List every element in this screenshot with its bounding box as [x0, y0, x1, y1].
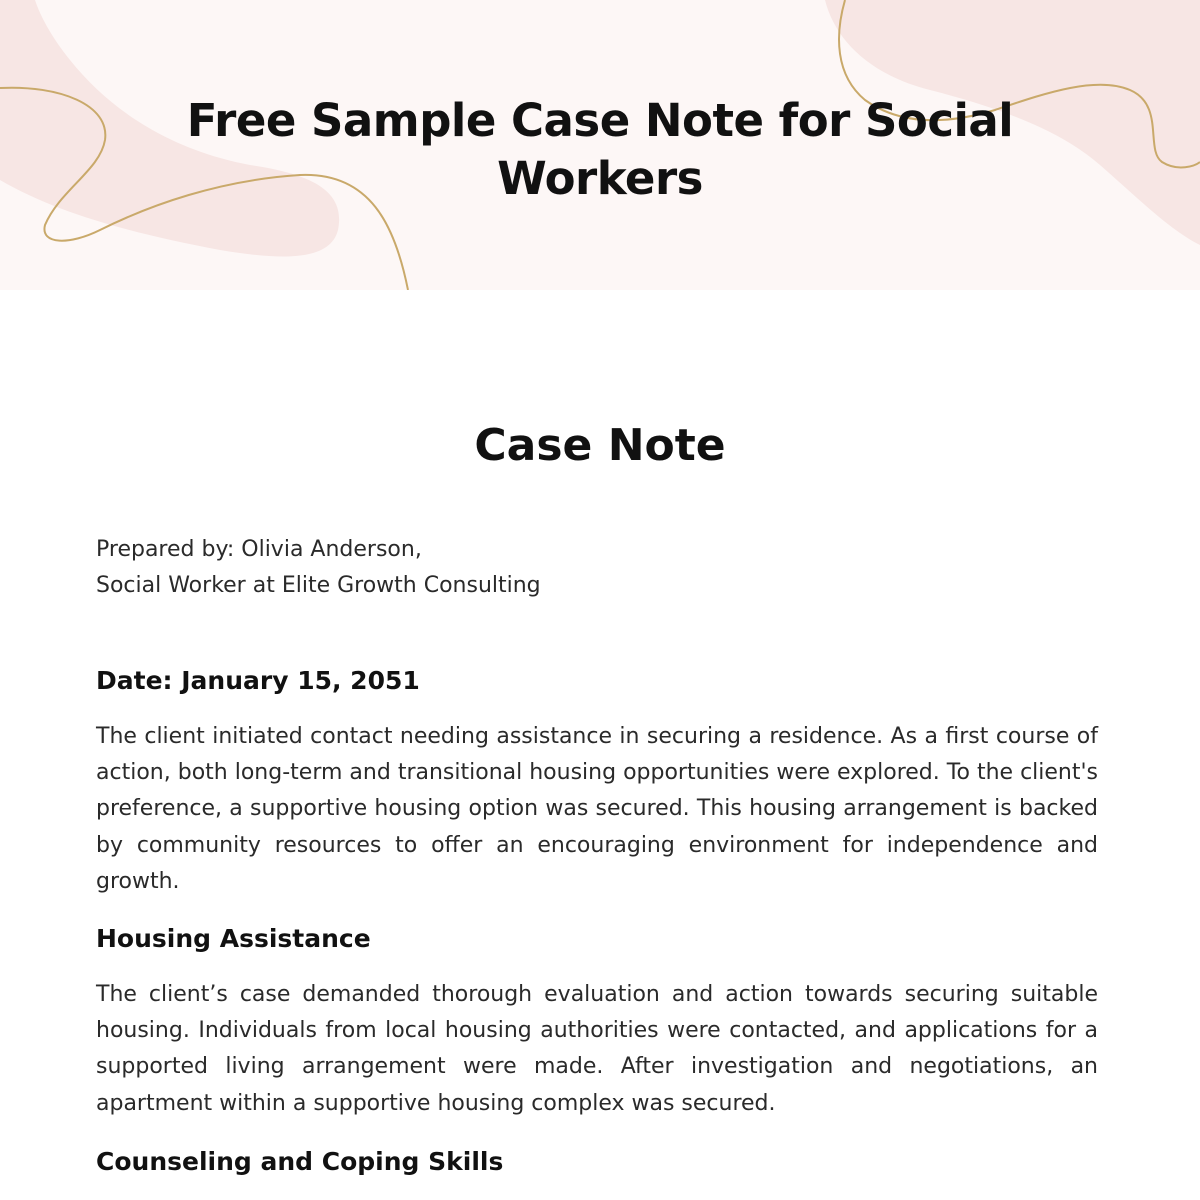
- banner-title: Free Sample Case Note for Social Workers: [186, 94, 1014, 205]
- header-banner: [0, 0, 1200, 290]
- housing-assistance-heading: Housing Assistance: [96, 924, 371, 953]
- prepared-by-block: [96, 532, 541, 604]
- date-heading: Date: January 15, 2051: [96, 666, 420, 695]
- housing-assistance-paragraph: The client’s case demanded thorough evaluation and action towards securing suitable housing. Individuals from local housing authorities were contacted, and applications for a supported living arrangement were made. After investigation and negotiations, an apartment within a supportive housing complex was secured.: [96, 982, 1098, 1116]
- document-title: Case Note: [474, 420, 726, 471]
- date-section-paragraph: The client initiated contact needing assistance in securing a residence. As a first course of action, both long-term and transitional housing opportunities were explored. To the client's preference, a supportive housing option was secured. This housing arrangement is backed by community resources to offer an encouraging environment for independence and growth.: [96, 724, 1098, 894]
- author-role-line: Social Worker at Elite Growth Consulting: [96, 573, 541, 598]
- prepared-by-line: Prepared by: Olivia Anderson,: [96, 537, 422, 562]
- counseling-coping-heading: Counseling and Coping Skills: [96, 1147, 504, 1176]
